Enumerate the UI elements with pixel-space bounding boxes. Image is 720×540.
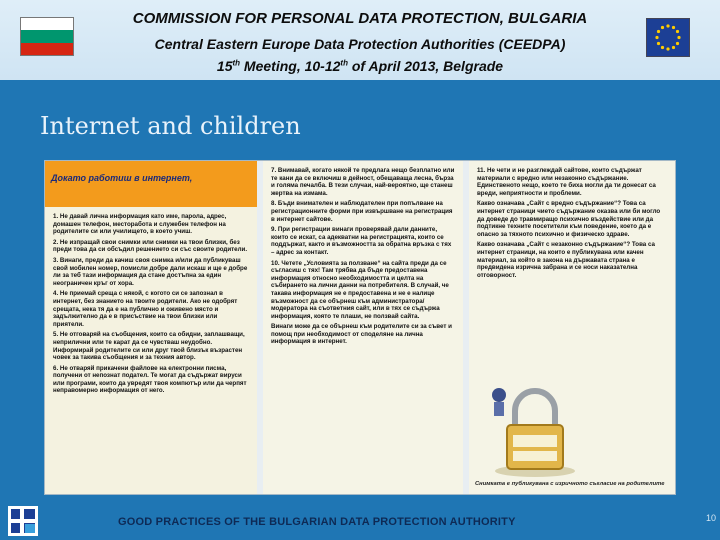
header-band	[0, 0, 720, 80]
padlock-illustration-icon	[485, 375, 585, 479]
rule-item: 5. Не отговаряй на съобщения, които са обидни, заплашващи, неприлични или те карат да се чувстваш неудобно. Информирай родителите си или друг твой близък възрастен човек за такива съобщения и за техния автор.	[53, 331, 245, 362]
rule-item: Винаги може да се обърнеш към родителите си за съвет и помощ при необходимост от споделяне на лична информация в интернет.	[271, 323, 452, 346]
rule-item: 9. При регистрации винаги проверявай дали данните, които се искат, са адекватни на регистрацията, които се поддържат, както и възможността за обратна връзка с тях – адрес за контакт.	[271, 226, 452, 256]
slide-title: Internet and children	[40, 112, 301, 140]
rule-item: 10. Четете „Условията за ползване“ на сайта преди да се съгласиш с тях! Там трябва да бъде предоставена информация относно необходимостта и целта на събирането на лични данни на потребителя. В случай, че такава информация не е предоставена и не е налице възможност да се обърнеш към администратора/модератора на съответния сайт, или в тях се съдържа информация, която те плаши, не ползвай сайта.	[271, 259, 449, 320]
rule-item: 3. Винаги, преди да качиш своя снимка и/или да публикуваш свой мобилен номер, помисли добре дали искаш и ще е добре ли за теб тази информация да стане достъпна за един неограничен кръг от хора.	[53, 256, 248, 287]
brochure-image	[44, 160, 676, 495]
footer-text: GOOD PRACTICES OF THE BULGARIAN DATA PROTECTION AUTHORITY	[118, 516, 516, 528]
rule-item: Какво означава „Сайт с незаконно съдържание“? Това са интернет страници, на които е публикувана или качен материал, за който в закона на държавата страна е предвидена изрична забрана и се носи наказателна отговорност.	[477, 241, 655, 279]
brochure-column-1	[45, 161, 257, 494]
cpdp-logo-icon	[8, 506, 38, 536]
rule-item: 8. Бъди внимателен и наблюдателен при попълване на регистрационните форми при извършване на регистрация в интернет сайтове.	[271, 200, 453, 223]
bulgarian-flag-icon	[20, 17, 74, 56]
rule-item: Какво означава „Сайт с вредно съдържание“? Това са интернет страници чието съдържание оказва или би могло да доведе до травмиращо психично въздействие или да подтикне техните посетители към поведение, което да е опасно за тяхното психично и физическо здраве.	[477, 200, 661, 238]
rule-item: 11. Не чети и не разглеждай сайтове, които съдържат материали с вредно или незаконно съдържание. Единственото нещо, което те биха могли да ти донесат са вреди, неприятности и проблеми.	[477, 167, 656, 197]
brochure-column-2	[263, 161, 463, 494]
brochure-banner: Докато работиш в интернет,	[45, 161, 257, 207]
ceedpa-subtitle: Central Eastern Europe Data Protection Authorities (CEEDPA)	[154, 36, 566, 52]
rule-item: 2. Не изпращай свои снимки или снимки на твои близки, без преди това да си обсъдил решението си със своите родители.	[53, 238, 248, 254]
rule-item: 7. Внимавай, когато някой те предлага нещо безплатно или те кани да се включиш в дейност, обещаваща лесна, бърза и голяма печалба. В тези случаи, най-вероятно, ще станеш жертва на измама.	[271, 167, 455, 197]
rule-item: 1. Не давай лична информация като име, парола, адрес, домашен телефон, месторабота и служебен телефон на родителите си или училището, в което учиш.	[53, 213, 227, 236]
commission-title: COMMISSION FOR PERSONAL DATA PROTECTION, BULGARIA	[132, 10, 588, 27]
eu-flag-icon	[646, 18, 690, 57]
rule-item: 4. Не приемай среща с някой, с когото си се запознал в интернет, без знанието на твоите родители. Ако не одобрят срещата, нека тя да е на публично и оживено място и задължително да е в присъствие на твои близки или приятели.	[53, 290, 238, 328]
rule-item: 6. Не отваряй прикачени файлове на електронни писма, получени от непознат подател. Те могат да съдържат вируси или програми, които да увредят твоя компютър или да черпят неправомерно информация от него.	[53, 364, 247, 395]
page-number: 10	[705, 513, 716, 523]
brochure-caption: Снимката е публикувана с изричното съгласие на родителите	[475, 481, 665, 487]
meeting-info: 15th Meeting, 10-12th of April 2013, Belgrade	[216, 58, 504, 74]
